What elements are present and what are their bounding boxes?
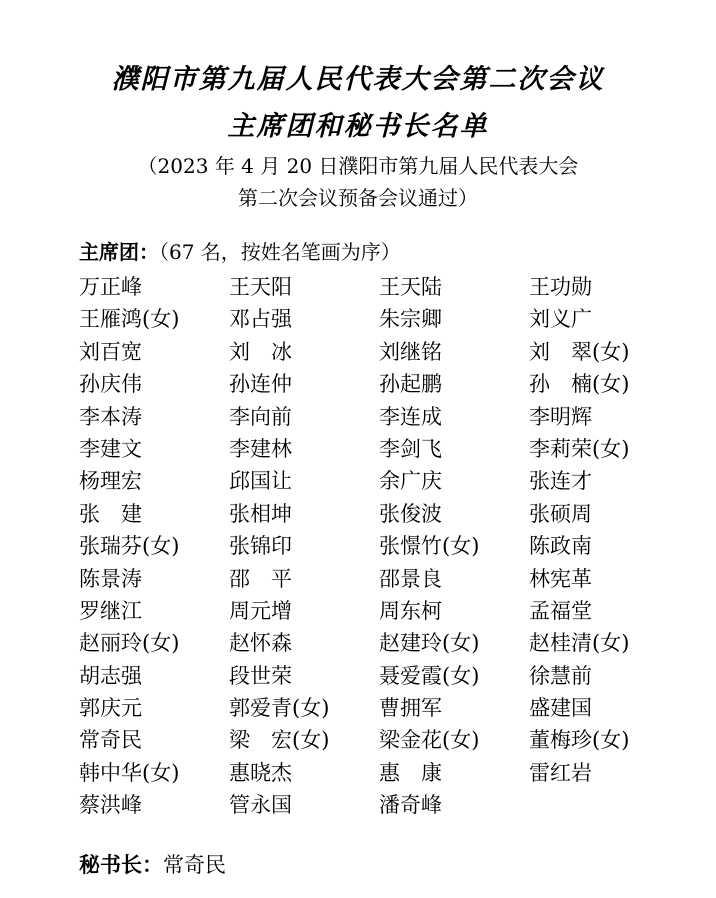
member-name: 张 建 <box>79 501 142 526</box>
member-name: 惠晓杰 <box>229 760 292 785</box>
member-name: 雷红岩 <box>529 760 592 785</box>
name-row <box>79 433 699 465</box>
name-row <box>79 789 699 821</box>
member-name: 赵怀森 <box>229 631 292 656</box>
member-name: 罗继江 <box>79 598 142 623</box>
member-name: 郭爱青(女) <box>229 696 330 721</box>
member-name: 陈政南 <box>529 534 592 559</box>
member-name: 李连成 <box>379 404 442 429</box>
member-name: 蔡洪峰 <box>79 793 142 818</box>
secretary-general-name: 常奇民 <box>163 853 226 877</box>
member-name: 杨理宏 <box>79 469 142 494</box>
member-name: 王天阳 <box>229 275 292 299</box>
member-name: 邵景良 <box>379 566 442 591</box>
member-name: 张硕周 <box>529 501 592 526</box>
member-name: 李建文 <box>79 436 142 461</box>
member-name <box>529 789 679 821</box>
member-name: 孙庆伟 <box>79 372 142 397</box>
member-name: 盛建国 <box>529 696 592 721</box>
member-name: 邓占强 <box>229 307 292 332</box>
member-name: 刘继铭 <box>379 339 442 364</box>
member-name: 李向前 <box>229 404 292 429</box>
name-row <box>79 724 699 756</box>
member-name: 王天陆 <box>379 275 442 299</box>
presidium-label: 主席团： <box>79 240 159 264</box>
presidium-name-grid <box>79 271 699 822</box>
name-row <box>79 563 699 595</box>
member-name: 徐慧前 <box>529 663 592 688</box>
document-title-line2: 主席团和秘书长名单 <box>227 111 489 142</box>
member-name: 赵桂清(女) <box>529 631 630 656</box>
member-name: 陈景涛 <box>79 566 142 591</box>
name-row <box>79 465 699 497</box>
member-name: 惠 康 <box>379 760 442 785</box>
presidium-heading <box>79 238 401 266</box>
member-name: 刘 翠(女) <box>529 339 630 364</box>
member-name: 张连才 <box>529 469 592 494</box>
member-name: 郭庆元 <box>79 696 142 721</box>
secretary-general-line <box>79 850 226 880</box>
member-name: 赵建玲(女) <box>379 631 480 656</box>
member-name: 余广庆 <box>379 469 442 494</box>
member-name: 韩中华(女) <box>79 760 180 785</box>
member-name: 张相坤 <box>229 501 292 526</box>
member-name: 赵丽玲(女) <box>79 631 180 656</box>
name-row <box>79 660 699 692</box>
name-row <box>79 498 699 530</box>
presidium-note: （67 名，按姓名笔画为序） <box>159 240 401 264</box>
member-name: 李明辉 <box>529 404 592 429</box>
member-name: 张瑞芬(女) <box>79 534 180 559</box>
name-row <box>79 530 699 562</box>
member-name: 胡志强 <box>79 663 142 688</box>
member-name: 李建林 <box>229 436 292 461</box>
name-row <box>79 271 699 303</box>
name-row <box>79 595 699 627</box>
member-name: 潘奇峰 <box>379 793 442 818</box>
document-title-line1: 濮阳市第九届人民代表大会第二次会议 <box>111 64 605 95</box>
name-row <box>79 401 699 433</box>
member-name: 管永国 <box>229 793 292 818</box>
member-name: 王功勋 <box>529 275 592 299</box>
member-name: 刘义广 <box>529 307 592 332</box>
member-name: 张憬竹(女) <box>379 534 480 559</box>
member-name: 周东柯 <box>379 598 442 623</box>
member-name: 张俊波 <box>379 501 442 526</box>
name-row <box>79 303 699 335</box>
member-name: 聂爱霞(女) <box>379 663 480 688</box>
member-name: 邵 平 <box>229 566 292 591</box>
name-row <box>79 336 699 368</box>
member-name: 李本涛 <box>79 404 142 429</box>
member-name: 朱宗卿 <box>379 307 442 332</box>
member-name: 刘百宽 <box>79 339 142 364</box>
name-row <box>79 627 699 659</box>
document-subtitle-line2: 第二次会议预备会议通过） <box>238 186 478 210</box>
member-name: 张锦印 <box>229 534 292 559</box>
document-subtitle-line1: （2023 年 4 月 20 日濮阳市第九届人民代表大会 <box>137 154 579 178</box>
member-name: 段世荣 <box>229 663 292 688</box>
member-name: 孙连仲 <box>229 372 292 397</box>
name-row <box>79 757 699 789</box>
member-name: 王雁鸿(女) <box>79 307 180 332</box>
member-name: 周元增 <box>229 598 292 623</box>
member-name: 万正峰 <box>79 275 142 299</box>
member-name: 孙 楠(女) <box>529 372 630 397</box>
member-name: 梁金花(女) <box>379 728 480 753</box>
name-row <box>79 692 699 724</box>
member-name: 梁 宏(女) <box>229 728 330 753</box>
member-name: 常奇民 <box>79 728 142 753</box>
name-row <box>79 368 699 400</box>
member-name: 邱国让 <box>229 469 292 494</box>
member-name: 李莉荣(女) <box>529 436 630 461</box>
member-name: 孟福堂 <box>529 598 592 623</box>
member-name: 孙起鹏 <box>379 372 442 397</box>
member-name: 曹拥军 <box>379 696 442 721</box>
member-name: 董梅珍(女) <box>529 728 630 753</box>
member-name: 林宪革 <box>529 566 592 591</box>
member-name: 李剑飞 <box>379 436 442 461</box>
member-name: 刘 冰 <box>229 339 292 364</box>
secretary-general-label: 秘书长： <box>79 852 163 877</box>
